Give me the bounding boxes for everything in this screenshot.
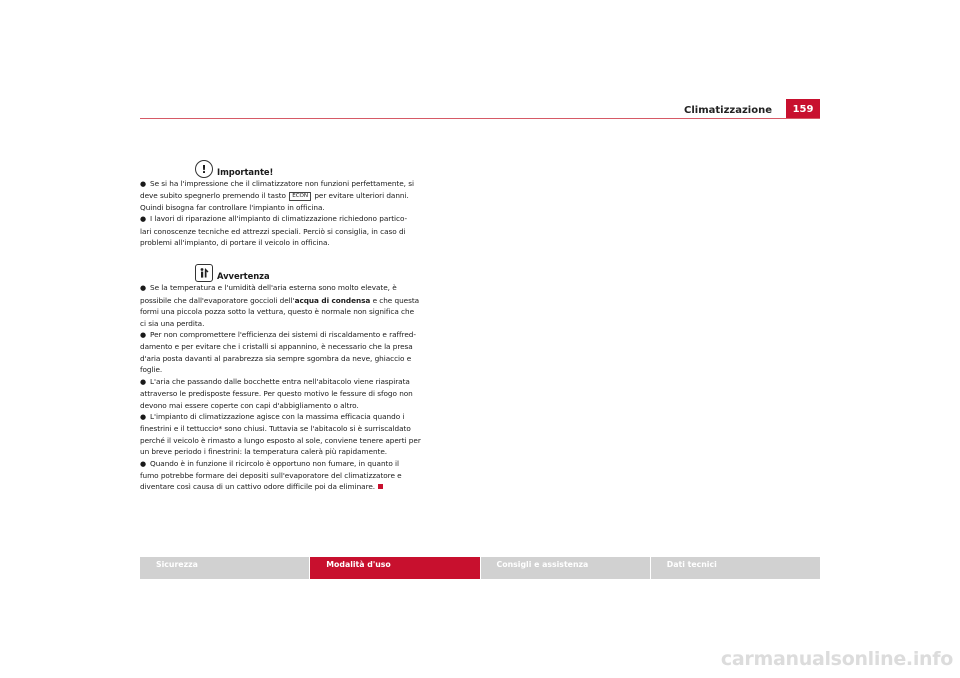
watermark: carmanualsonline.info bbox=[720, 648, 953, 670]
text-line: lari conoscenze tecniche ed attrezzi speciali. Perciò si consiglia, in caso di bbox=[140, 226, 406, 236]
text-line: un breve periodo i finestrini: la temperatura calerà più rapidamente. bbox=[140, 447, 388, 457]
note-bullet-1 bbox=[140, 282, 475, 329]
bullet-icon: ● bbox=[140, 180, 147, 188]
important-bullet-1 bbox=[140, 178, 475, 213]
info-note-icon bbox=[195, 264, 213, 282]
note-bullet-4 bbox=[140, 411, 475, 458]
note-heading bbox=[140, 262, 475, 282]
exclamation-icon: ! bbox=[195, 160, 213, 178]
text-line: problemi all'impianto, di portare il veicolo in officina. bbox=[140, 238, 330, 248]
text-line: possibile che dall'evaporatore goccioli dell' bbox=[140, 295, 295, 305]
note-title: Avvertenza bbox=[217, 271, 270, 282]
text-line: finestrini e il tettuccio* sono chiusi. Tuttavia se l'abitacolo si è surriscaldato bbox=[140, 424, 411, 434]
condensation-term: acqua di condensa bbox=[294, 295, 371, 305]
text-line: d'aria posta davanti al parabrezza sia sempre sgombra da neve, ghiaccio e bbox=[140, 353, 412, 363]
footer-tab-dati-tecnici[interactable]: Dati tecnici bbox=[651, 557, 820, 579]
bullet-icon: ● bbox=[140, 459, 147, 468]
econ-key-icon: ECON bbox=[289, 192, 311, 201]
important-bullet-2 bbox=[140, 213, 475, 248]
header-divider bbox=[140, 118, 820, 119]
important-title: Importante! bbox=[217, 167, 274, 177]
important-heading bbox=[140, 158, 475, 178]
text-line: fumo potrebbe formare dei depositi sull'evaporatore del climatizzatore e bbox=[140, 470, 402, 480]
text-line: Se si ha l'impressione che il climatizzatore non funzioni perfettamente, si bbox=[150, 179, 414, 188]
text-line: deve subito spegnerlo premendo il tasto bbox=[140, 191, 289, 201]
text-line: e che questa bbox=[370, 295, 420, 305]
footer-nav bbox=[140, 557, 820, 579]
note-bullet-2 bbox=[140, 329, 475, 376]
footer-tab-modalita-uso[interactable]: Modalità d'uso bbox=[310, 557, 479, 579]
text-line: perché il veicolo è rimasto a lungo esposto al sole, conviene tenere aperti per bbox=[140, 435, 421, 445]
text-line: devono mai essere coperte con capi d'abbigliamento o altro. bbox=[140, 400, 359, 410]
page-content bbox=[140, 158, 475, 493]
bullet-icon: ● bbox=[140, 215, 147, 224]
page-number: 159 bbox=[786, 99, 820, 118]
bullet-icon: ● bbox=[140, 377, 147, 386]
end-of-section-icon bbox=[378, 484, 383, 489]
bullet-icon: ● bbox=[140, 331, 147, 340]
text-line: foglie. bbox=[140, 365, 163, 375]
text-line: I lavori di riparazione all'impianto di climatizzazione richiedono partico- bbox=[150, 214, 408, 224]
page-header-title: Climatizzazione bbox=[684, 105, 772, 116]
bullet-icon: ● bbox=[140, 412, 147, 421]
text-line: Per non compromettere l'efficienza dei sistemi di riscaldamento e raffred- bbox=[150, 330, 416, 340]
text-line: L'impianto di climatizzazione agisce con la massima efficacia quando i bbox=[150, 411, 405, 421]
bullet-icon: ● bbox=[140, 284, 147, 293]
text-line: per evitare ulteriori danni. bbox=[312, 191, 409, 201]
text-line: attraverso le predisposte fessure. Per questo motivo le fessure di sfogo non bbox=[140, 389, 413, 399]
footer-tab-sicurezza[interactable]: Sicurezza bbox=[140, 557, 309, 579]
note-bullet-3 bbox=[140, 376, 475, 411]
footer-tab-consigli-assistenza[interactable]: Consigli e assistenza bbox=[481, 557, 650, 579]
note-bullet-5 bbox=[140, 458, 475, 493]
text-line: diventare così causa di un cattivo odore difficile poi da eliminare. bbox=[140, 482, 376, 492]
text-line: Se la temperatura e l'umidità dell'aria esterna sono molto elevate, è bbox=[150, 283, 397, 293]
text-line: L'aria che passando dalle bocchette entra nell'abitacolo viene riaspirata bbox=[150, 376, 410, 386]
text-line: Quindi bisogna far controllare l'impianto in officina. bbox=[140, 202, 325, 212]
text-line: damento e per evitare che i cristalli si appannino, è necessario che la presa bbox=[140, 342, 413, 352]
text-line: ci sia una perdita. bbox=[140, 318, 205, 328]
text-line: formi una piccola pozza sotto la vettura, questo è normale non significa che bbox=[140, 307, 415, 317]
text-line: Quando è in funzione il ricircolo è opportuno non fumare, in quanto il bbox=[150, 458, 399, 468]
